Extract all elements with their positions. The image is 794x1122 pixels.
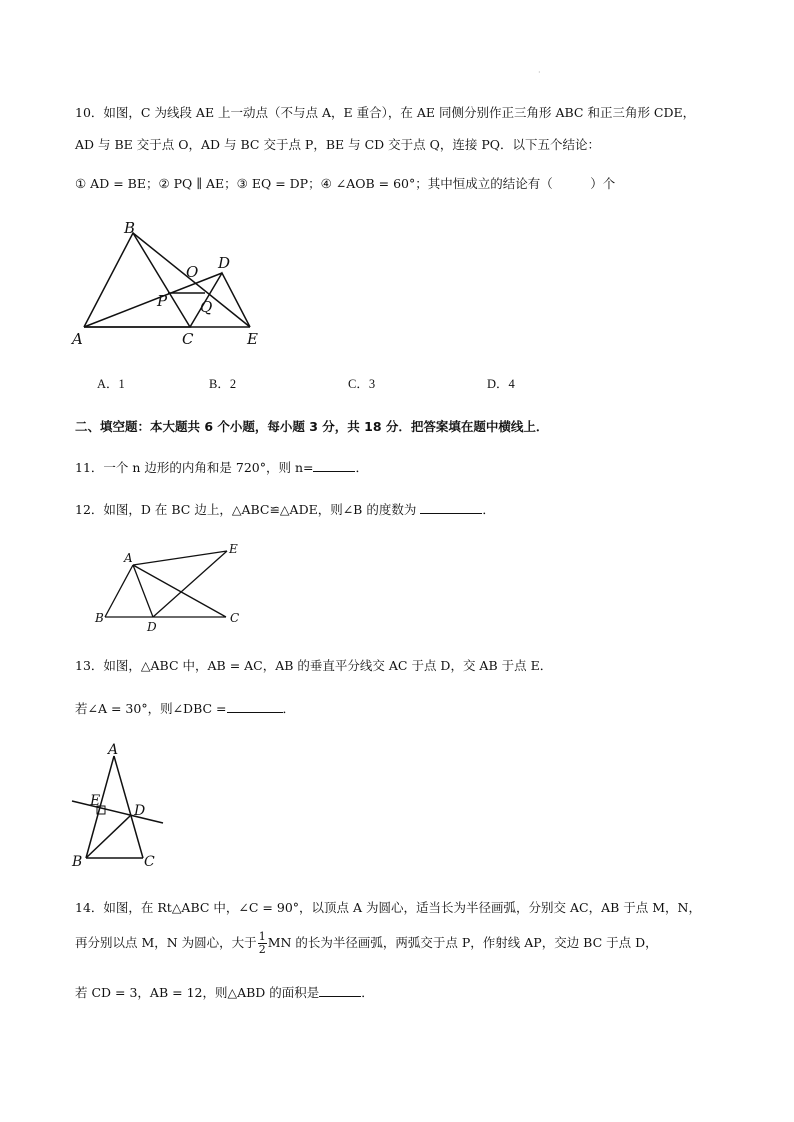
q10-text-line1: 10．如图，C 为线段 AE 上一动点（不与点 A，E 重合），在 AE 同侧分别作正三角形 ABC 和正三角形 CDE， [75,105,696,120]
q14-text-line1: 14．如图，在 Rt△ABC 中，∠C = 90°，以顶点 A 为圆心，适当长为半径画弧，分别交 AC，AB 于点 M，N， [75,900,701,915]
q11-text [75,458,368,477]
q10-label-E: E [247,330,258,348]
q14-line3-prefix: 若 CD = 3，AB = 12，则△ABD 的面积是 [75,985,320,1000]
q10-option-a[interactable]: A．1 [97,377,125,391]
q14-frac-numerator: 1 [258,930,266,943]
q12-label-C: C [230,611,240,625]
q12-label-D: D [147,620,157,634]
q13-text-line1: 13．如图，△ABC 中，AB = AC，AB 的垂直平分线交 AC 于点 D，交 AB 于点 E． [75,658,553,673]
q11-prefix: 11．一个 n 边形的内角和是 720°，则 n= [75,460,314,475]
q12-text [75,500,495,519]
q12-answer-blank[interactable] [420,500,482,514]
q10-label-P: P [157,292,168,310]
q14-fraction [258,931,267,956]
q12-prefix: 12．如图，D 在 BC 边上，△ABC≌△ADE，则∠B 的度数为 [75,502,417,517]
q14-answer-blank[interactable] [319,983,361,997]
q12-label-E: E [229,542,238,556]
q14-line2-suffix: MN 的长为半径画弧，两弧交于点 P，作射线 AP，交边 BC 于点 D， [267,935,658,950]
q10-text-line3: ① AD = BE；② PQ ∥ AE；③ EQ = DP；④ ∠AOB = 60°；其中恒成立的结论有（ ）个 [75,176,616,191]
q10-label-C: C [182,330,194,348]
q13-label-B: B [72,854,83,870]
q12-label-A: A [124,551,133,565]
q11-suffix: ． [355,460,368,475]
q13-label-D: D [134,803,146,819]
q14-text-line2 [75,931,658,956]
q10-option-c[interactable]: C．3 [348,377,376,391]
q13-label-E: E [90,793,101,809]
q13-answer-blank[interactable] [227,699,283,713]
q10-text-line2: AD 与 BE 交于点 O，AD 与 BC 交于点 P，BE 与 CD 交于点 Q，连接 PQ．以下五个结论： [75,137,601,152]
q10-label-O: O [186,263,199,281]
q13-text-line2 [75,699,295,718]
q10-label-B: B [124,219,136,237]
q12-suffix: ． [482,502,495,517]
q14-line3-suffix: ． [361,985,374,1000]
q14-line2-prefix: 再分别以点 M，N 为圆心，大于 [75,935,257,950]
q10-label-A: A [72,330,83,348]
q10-label-D: D [218,254,231,272]
q10-label-Q: Q [200,298,213,316]
q10-option-b[interactable]: B．2 [209,377,237,391]
q13-suffix: ． [282,701,296,716]
q14-text-line3 [75,983,374,1002]
q11-answer-blank[interactable] [313,458,355,472]
q14-frac-denominator: 2 [258,943,266,956]
q13-label-A: A [108,742,119,758]
q12-label-B: B [95,611,104,625]
page-mark: · [538,68,541,77]
section2-heading: 二、填空题：本大题共 6 个小题，每小题 3 分，共 18 分．把答案填在题中横线上． [75,419,549,434]
q13-prefix: 若∠A = 30°，则∠DBC = [75,701,227,716]
q10-option-d[interactable]: D．4 [487,377,515,391]
q13-label-C: C [144,854,155,870]
